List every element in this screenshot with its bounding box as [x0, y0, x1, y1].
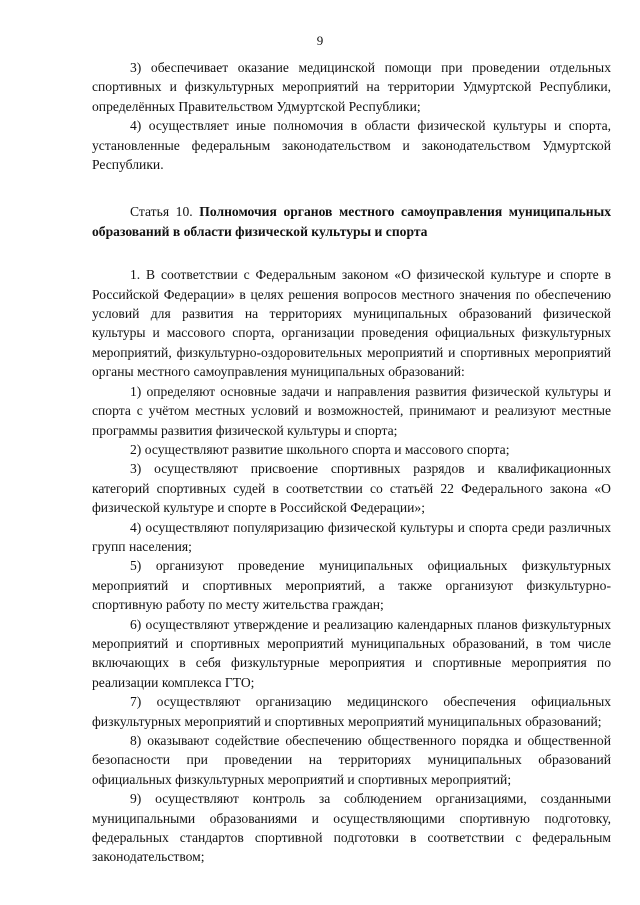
article-label: Статья 10. — [130, 204, 193, 220]
intro-item-3: 3) обеспечивает оказание медицинской помощи при проведении отдельных спортивных и физкультурных мероприятий на территории Удмуртской Республики, определённых Правительством Удмуртской Республики; — [92, 60, 611, 114]
list-item: 9) осуществляют контроль за соблюдением организациями, созданными муниципальными образованиями и осуществляющими спортивную подготовку, федеральных стандартов спортивной подготовки в соответствии с федеральным законодательством; — [92, 791, 611, 865]
list-item: 8) оказывают содействие обеспечению общественного порядка и общественной безопасности при проведении на территориях муниципальных образований официальных физкультурных мероприятий и спортивных мероприятий; — [92, 733, 611, 787]
spacer — [92, 241, 611, 265]
spacer — [92, 174, 611, 202]
list-item: 7) осуществляют организацию медицинского обеспечения официальных физкультурных мероприятий и спортивных мероприятий муниципальных образований; — [92, 694, 611, 729]
article-title: Полномочия органов местного самоуправления муниципальных образований в области физической культуры и спорта — [92, 204, 611, 239]
intro-item-4: 4) осуществляет иные полномочия в области физической культуры и спорта, установленные федеральным законодательством и законодательством Удмуртской Республики. — [92, 118, 611, 173]
list-item: 3) осуществляют присвоение спортивных разрядов и квалификационных категорий спортивных судей в соответствии со статьёй 22 Федерального закона «О физической культуре и спорте в Российской Федерации»; — [92, 461, 611, 516]
article-heading — [92, 202, 611, 241]
list-item: 2) осуществляют развитие школьного спорта и массового спорта; — [130, 441, 510, 457]
paragraph-1: 1. В соответствии с Федеральным законом «О физической культуре и спорте в Российской Федерации» в целях решения вопросов местного значения по обеспечению условий для развития на территориях муниципальных образований физической культуры и массового спорта, организации проведения официальных физкультурных мероприятий, физкультурно-оздоровительных мероприятий и спортивных мероприятий органы местного самоуправления муниципальных образований: — [92, 267, 611, 380]
list-item: 6) осуществляют утверждение и реализацию календарных планов физкультурных мероприятий и спортивных мероприятий муниципальных образований, в том числе включающих в себя физкультурные мероприятия и спортивные мероприятия по реализации комплекса ГТО; — [92, 616, 611, 690]
list-item: 4) осуществляют популяризацию физической культуры и спорта среди различных групп населения; — [92, 519, 611, 554]
list-item: 1) определяют основные задачи и направления развития физической культуры и спорта с учётом местных условий и возможностей, принимают и реализуют местные программы развития физической культуры и спорта; — [92, 383, 611, 438]
page-content — [92, 58, 611, 867]
page-number: 9 — [316, 33, 324, 48]
list-item: 5) организуют проведение муниципальных официальных физкультурных мероприятий и спортивных мероприятий, а также организуют физкультурно-спортивную работу по месту жительства граждан; — [92, 558, 611, 613]
